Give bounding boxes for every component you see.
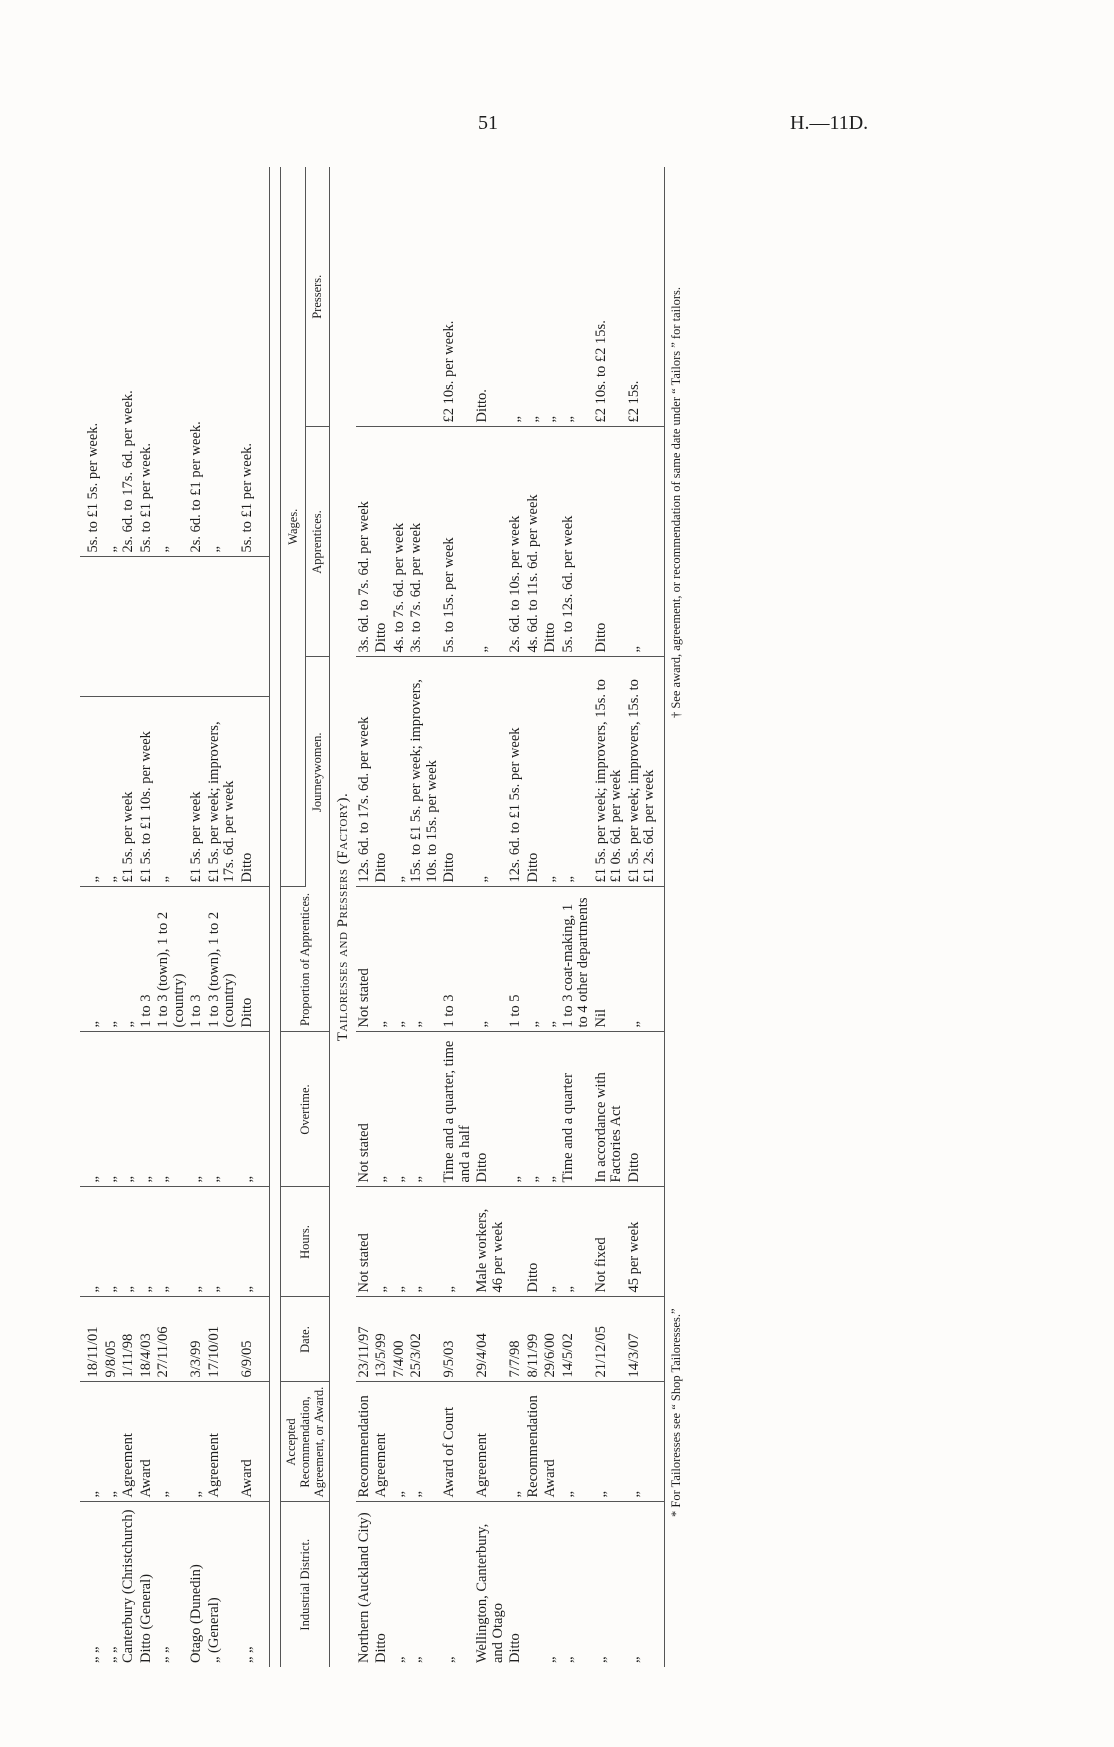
cell-journeywomen: £1 5s. per week; improvers, 17s. 6d. per week (206, 697, 239, 887)
cell-journeywomen: 12s. 6d. to 17s. 6d. per week (356, 657, 374, 887)
cell-date: 21/12/05 (593, 1297, 626, 1382)
cell-overtime: „ (373, 1032, 391, 1187)
cell-date: 17/10/01 (206, 1297, 239, 1382)
cell-proportion: „ (103, 887, 121, 1032)
cell-district: „ (559, 1656, 576, 1663)
cell-hours: „ (373, 1187, 391, 1297)
cell-apprentices (188, 557, 206, 697)
cell-overtime: Time and a quarter (560, 1032, 593, 1187)
cell-overtime: „ (138, 1032, 156, 1187)
cell-accepted: „ (408, 1382, 441, 1502)
cell-district: „ (General) (205, 1597, 222, 1663)
cell-pressers: „ (206, 167, 239, 557)
table-row (373, 167, 391, 1667)
cell-journeywomen: „ (155, 697, 188, 887)
cell-proportion: „ (626, 887, 665, 1032)
cell-accepted: „ (560, 1382, 593, 1502)
cell-proportion: 1 to 3 (138, 887, 156, 1032)
cell-overtime: „ (525, 1032, 543, 1187)
cell-pressers: 2s. 6d. to 17s. 6d. per week. (120, 167, 138, 557)
cell-date: 29/6/00 (542, 1297, 560, 1382)
cell-pressers: 5s. to £1 per week. (138, 167, 156, 557)
cell-district: „ „ (239, 1502, 270, 1667)
cell-pressers: „ (155, 167, 188, 557)
section-title: Tailoresses and Pressers (Factory). (335, 792, 351, 1042)
cell-accepted: „ (593, 1382, 626, 1502)
cell-district: Northern (Auckland City) (355, 1512, 372, 1663)
col-accepted-header: Accepted Recommendation, Agreement, or Award. (281, 1382, 330, 1502)
cell-journeywomen: Ditto (239, 697, 270, 887)
cell-proportion: „ (474, 887, 507, 1032)
cell-district: Canterbury (Christchurch) (120, 1509, 136, 1663)
cell-hours: „ (120, 1187, 138, 1297)
cell-overtime: „ (542, 1032, 560, 1187)
footnote-left: * For Tailoresses see “ Shop Tailoresses.” (668, 1308, 683, 1517)
cell-apprentices (155, 557, 188, 697)
col-hours-header: Hours. (281, 1187, 330, 1297)
table-row (391, 167, 409, 1667)
cell-overtime: „ (507, 1032, 525, 1187)
cell-pressers: Ditto. (474, 167, 507, 427)
cell-proportion: „ (373, 887, 391, 1032)
cell-journeywomen: „ (542, 657, 560, 887)
cell-pressers: „ (560, 167, 593, 427)
cell-hours: „ (441, 1187, 474, 1297)
cell-hours (507, 1187, 525, 1297)
cell-pressers: „ (103, 167, 121, 557)
cell-pressers: £2 10s. to £2 15s. (593, 167, 626, 427)
table-row (138, 167, 156, 1667)
cell-pressers: £2 10s. per week. (441, 167, 474, 427)
cell-district: „ (626, 1502, 665, 1667)
table-row (206, 167, 239, 1667)
cell-date: 27/11/06 (155, 1297, 188, 1382)
cell-hours: „ (155, 1187, 188, 1297)
cell-apprentices (80, 557, 103, 697)
cell-date: 14/3/07 (626, 1297, 665, 1382)
table-row (239, 167, 270, 1667)
table-row (188, 167, 206, 1667)
cell-district: „ (592, 1656, 609, 1663)
cell-overtime: „ (103, 1032, 121, 1187)
cell-accepted: Agreement (474, 1382, 507, 1502)
cell-overtime: Not stated (356, 1032, 374, 1187)
cell-accepted: Agreement (120, 1382, 138, 1502)
cell-district: „ „ (102, 1646, 119, 1663)
cell-district: „ (390, 1656, 407, 1663)
table-row (155, 167, 188, 1667)
cell-pressers: 5s. to £1 per week. (239, 167, 270, 557)
cell-journeywomen: Ditto (525, 657, 543, 887)
cell-apprentices: 4s. to 7s. 6d. per week (391, 427, 409, 657)
rotated-table-block (80, 167, 940, 1667)
cell-overtime: „ (408, 1032, 441, 1187)
cell-proportion: „ (542, 887, 560, 1032)
cell-apprentices (206, 557, 239, 697)
cell-district (525, 1502, 543, 1667)
cell-district: „ „ (155, 1646, 171, 1663)
cell-date: 9/8/05 (103, 1297, 121, 1382)
cell-hours: 45 per week (626, 1187, 665, 1297)
cell-pressers (391, 167, 409, 427)
cell-district: Wellington, Canterbury, and Otago (474, 1523, 506, 1663)
cell-proportion: Nil (593, 887, 626, 1032)
cell-proportion: „ (80, 887, 103, 1032)
cell-date: 6/9/05 (239, 1297, 270, 1382)
table-row (525, 167, 543, 1667)
page-reference: H.—11D. (790, 112, 869, 134)
cell-accepted: „ (103, 1382, 121, 1502)
cell-accepted: Award (542, 1382, 560, 1502)
cell-hours: „ (138, 1187, 156, 1297)
cell-accepted: „ (391, 1382, 409, 1502)
cell-date: 7/4/00 (391, 1297, 409, 1382)
cell-apprentices: Ditto (593, 427, 626, 657)
cell-apprentices: Ditto (542, 427, 560, 657)
cell-apprentices (103, 557, 121, 697)
cell-pressers: „ (542, 167, 560, 427)
cell-hours: „ (206, 1187, 239, 1297)
cell-apprentices (138, 557, 156, 697)
cell-district: Ditto (373, 1633, 389, 1663)
table-row (626, 167, 665, 1667)
table-row (542, 167, 560, 1667)
cell-overtime: „ (188, 1032, 206, 1187)
cell-hours: „ (239, 1187, 270, 1297)
cell-district: Ditto (General) (137, 1574, 154, 1663)
cell-district: „ (408, 1656, 424, 1663)
cell-date: 3/3/99 (188, 1297, 206, 1382)
cell-hours: „ (408, 1187, 441, 1297)
cell-date: 14/5/02 (560, 1297, 593, 1382)
cell-accepted: Agreement (206, 1382, 239, 1502)
footnote-right: † See award, agreement, or recommendation of same date under “ Tailors ” for tailors. (668, 287, 683, 719)
cell-district: „ „ (85, 1646, 101, 1663)
table-row (120, 167, 138, 1667)
cell-proportion: „ (120, 887, 138, 1032)
cell-journeywomen: „ (560, 657, 593, 887)
cell-pressers: „ (507, 167, 525, 427)
cell-proportion: Not stated (356, 887, 374, 1032)
cell-overtime: „ (155, 1032, 188, 1187)
cell-pressers (356, 167, 374, 427)
table-row (507, 167, 525, 1667)
footnotes (669, 167, 684, 1667)
cell-journeywomen: „ (391, 657, 409, 887)
cell-accepted: „ (507, 1382, 525, 1502)
table-row (474, 167, 507, 1667)
cell-hours: „ (103, 1187, 121, 1297)
cell-overtime: Time and a quarter, time and a half (441, 1032, 474, 1187)
col-overtime-header: Overtime. (281, 1032, 330, 1187)
cell-overtime: „ (206, 1032, 239, 1187)
cell-journeywomen: „ (474, 657, 507, 887)
cell-date: 25/3/02 (408, 1297, 441, 1382)
cell-date: 1/11/98 (120, 1297, 138, 1382)
cell-overtime: „ (391, 1032, 409, 1187)
cell-date: 29/4/04 (474, 1297, 507, 1382)
cell-date: 7/7/98 (507, 1297, 525, 1382)
cell-apprentices: „ (474, 427, 507, 657)
table-row (103, 167, 121, 1667)
table-row (560, 167, 593, 1667)
cell-pressers: £2 15s. (626, 167, 665, 427)
cell-journeywomen: 12s. 6d. to £1 5s. per week (507, 657, 525, 887)
cell-proportion: Ditto (239, 887, 270, 1032)
cell-apprentices: 2s. 6d. to 10s. per week (507, 427, 525, 657)
cell-pressers: 2s. 6d. to £1 per week. (188, 167, 206, 557)
col-proportion-header: Proportion of Apprentices. (281, 887, 330, 1032)
cell-apprentices: 5s. to 12s. 6d. per week (560, 427, 593, 657)
cell-hours: Ditto (525, 1187, 543, 1297)
cell-overtime: „ (239, 1032, 270, 1187)
col-date-header: Date. (281, 1297, 330, 1382)
cell-proportion: 1 to 3 (441, 887, 474, 1032)
cell-overtime: „ (120, 1032, 138, 1187)
cell-accepted: „ (188, 1382, 206, 1502)
cell-pressers (408, 167, 441, 427)
cell-proportion: „ (408, 887, 441, 1032)
cell-hours: „ (80, 1187, 103, 1297)
cell-journeywomen: Ditto (441, 657, 474, 887)
cell-accepted: Recommendation (525, 1382, 543, 1502)
cell-apprentices: Ditto (373, 427, 391, 657)
cell-accepted: Award of Court (441, 1382, 474, 1502)
cell-journeywomen: £1 5s. per week (188, 697, 206, 887)
table-row (408, 167, 441, 1667)
cell-journeywomen: Ditto (373, 657, 391, 887)
cell-date: 18/4/03 (138, 1297, 156, 1382)
cell-pressers: „ (525, 167, 543, 427)
cell-date: 18/11/01 (80, 1297, 103, 1382)
table-row (356, 167, 374, 1667)
col-apprentices-header: Apprentices. (305, 427, 330, 657)
cell-apprentices (120, 557, 138, 697)
cell-proportion: 1 to 3 (town), 1 to 2 (country) (155, 887, 188, 1032)
cell-proportion: 1 to 3 (188, 887, 206, 1032)
cell-proportion: 1 to 3 coat-making, 1 to 4 other departments (560, 887, 593, 1032)
cell-date: 9/5/03 (441, 1297, 474, 1382)
cell-accepted: Recommendation (356, 1382, 374, 1502)
cell-district: „ (441, 1656, 457, 1663)
cell-overtime: In accordance with Factories Act (593, 1032, 626, 1187)
cell-proportion: „ (525, 887, 543, 1032)
cell-accepted: Award (239, 1382, 270, 1502)
cell-apprentices: 4s. 6d. to 11s. 6d. per week (525, 427, 543, 657)
cell-pressers (373, 167, 391, 427)
cell-pressers: 5s. to £1 5s. per week. (80, 167, 103, 557)
cell-accepted: „ (80, 1382, 103, 1502)
cell-date: 8/11/99 (525, 1297, 543, 1382)
cell-journeywomen: „ (103, 697, 121, 887)
cell-hours: „ (542, 1187, 560, 1297)
col-wages-header: Wages. (281, 167, 306, 887)
cell-date: 13/5/99 (373, 1297, 391, 1382)
cell-hours: „ (188, 1187, 206, 1297)
factory-table (280, 167, 665, 1667)
cell-hours: Male workers, 46 per week (474, 1187, 507, 1297)
cell-journeywomen: 15s. to £1 5s. per week; improvers, 10s. to 15s. per week (408, 657, 441, 887)
col-district-header: Industrial District. (281, 1502, 330, 1667)
table-row (593, 167, 626, 1667)
cell-apprentices: „ (626, 427, 665, 657)
cell-journeywomen: £1 5s. per week; improvers, 15s. to £1 2s. 6d. per week (626, 657, 665, 887)
cell-apprentices (239, 557, 270, 697)
cell-hours: Not fixed (593, 1187, 626, 1297)
page-number: 51 (478, 112, 498, 134)
cell-hours: „ (560, 1187, 593, 1297)
cell-accepted: Agreement (373, 1382, 391, 1502)
cell-overtime: Ditto (474, 1032, 507, 1187)
cell-district: Ditto (507, 1633, 523, 1663)
cell-overtime: Ditto (626, 1032, 665, 1187)
cell-proportion: 1 to 3 (town), 1 to 2 (country) (206, 887, 239, 1032)
cell-hours: „ (391, 1187, 409, 1297)
cell-district: „ (542, 1656, 558, 1663)
cell-district: Otago (Dunedin) (188, 1564, 204, 1663)
col-pressers-header: Pressers. (305, 167, 330, 427)
cell-hours: Not stated (356, 1187, 374, 1297)
cell-date: 23/11/97 (356, 1297, 374, 1382)
cell-journeywomen: £1 5s. per week (120, 697, 138, 887)
cell-proportion: „ (391, 887, 409, 1032)
cell-accepted: „ (155, 1382, 188, 1502)
cell-overtime: „ (80, 1032, 103, 1187)
cell-journeywomen: „ (80, 697, 103, 887)
cell-accepted: „ (626, 1382, 665, 1502)
continued-table (80, 167, 270, 1667)
col-journeywomen-header: Journeywomen. (305, 657, 330, 887)
table-row (441, 167, 474, 1667)
cell-journeywomen: £1 5s. per week; improvers, 15s. to £1 0s. 6d. per week (593, 657, 626, 887)
cell-proportion: 1 to 5 (507, 887, 525, 1032)
cell-accepted: Award (138, 1382, 156, 1502)
table-row (80, 167, 103, 1667)
cell-apprentices: 5s. to 15s. per week (441, 427, 474, 657)
cell-apprentices: 3s. 6d. to 7s. 6d. per week (356, 427, 374, 657)
cell-journeywomen: £1 5s. to £1 10s. per week (138, 697, 156, 887)
cell-apprentices: 3s. to 7s. 6d. per week (408, 427, 441, 657)
